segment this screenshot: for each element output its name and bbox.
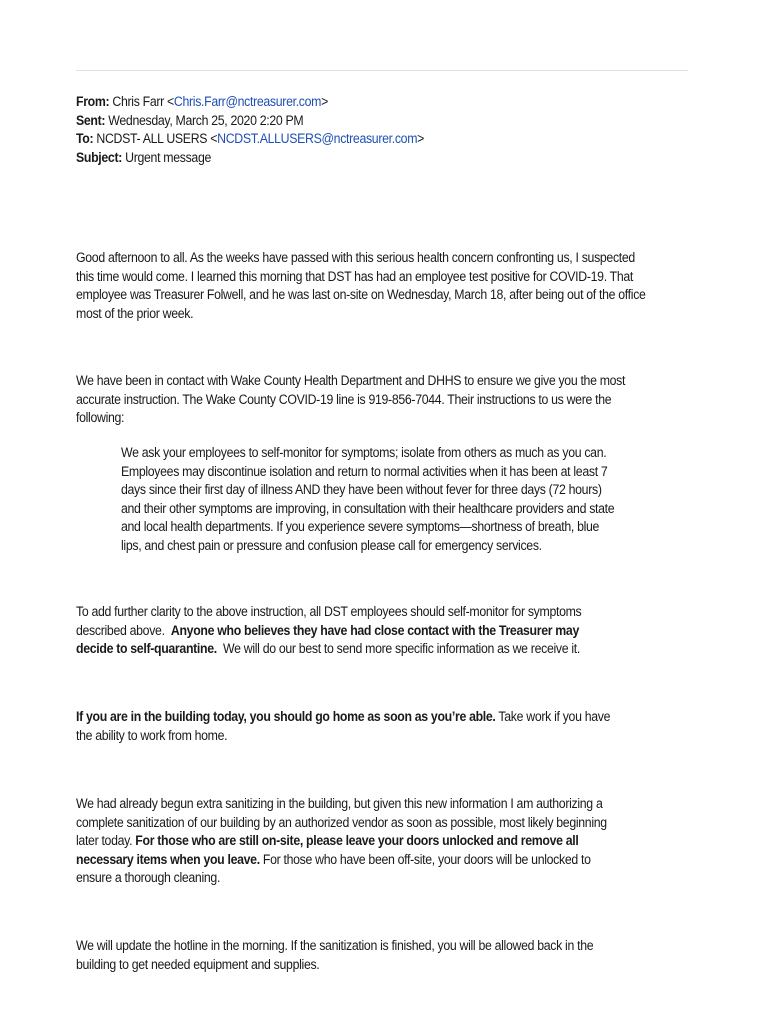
text-run: We will do our best to send more specific information as we receive it. [216,641,580,656]
paragraph-line: employee was Treasurer Folwell, and he was last on-site on Wednesday, March 18, after being out of the office [76,287,646,302]
paragraph-line: this time would come. I learned this morning that DST has had an employee test positive for COVID-19. That [76,268,634,284]
paragraph-greeting [76,249,683,323]
sent-row [76,112,424,131]
from-row [76,93,424,112]
quote-line: and their other symptoms are improving, in consultation with their healthcare providers and state [121,500,615,516]
to-label: To: [76,131,94,146]
subject-row [76,149,424,168]
quote-line: lips, and chest pain or pressure and confusion please call for emergency services. [121,537,542,553]
quote-line: and local health departments. If you experience severe symptoms—shortness of breath, blue [121,519,600,534]
bold-text-run: For those who are still on-site, please leave your doors unlocked and remove all [135,833,579,848]
quote-line: days since their first day of illness AND they have been without fever for three days (72 hours) [121,482,602,497]
sent-value: Wednesday, March 25, 2020 2:20 PM [108,112,304,128]
paragraph-go-home [76,708,683,745]
from-email-link[interactable]: Chris.Farr@nctreasurer.com [173,94,322,109]
to-email-link[interactable]: NCDST.ALLUSERS@nctreasurer.com [217,131,418,146]
paragraph-sanitizing [76,795,683,888]
paragraph-line [76,640,683,659]
paragraph-hotline [76,937,683,974]
paragraph-line: We had already begun extra sanitizing in the building, but given this new information I am authorizing a [76,796,603,811]
paragraph-line: We have been in contact with Wake County Health Department and DHHS to ensure we give you the most [76,373,626,388]
to-close: > [417,131,425,146]
paragraph-line: complete sanitization of our building by an authorized vendor as soon as possible, most likely beginning [76,814,607,830]
text-run: later today. [76,833,136,848]
paragraph-line: most of the prior week. [76,305,194,321]
sent-label: Sent: [76,112,106,128]
from-close: > [321,94,329,109]
from-name: Chris Farr < [112,94,174,109]
paragraph-health-department [76,372,683,428]
to-name: NCDST- ALL USERS < [96,131,218,146]
bold-text-run: If you are in the building today, you should go home as soon as you’re able. [76,709,496,724]
bold-text-run: decide to self-quarantine. [76,641,217,656]
paragraph-line: the ability to work from home. [76,727,228,743]
quote-line: We ask your employees to self-monitor for symptoms; isolate from others as much as you can. [121,445,607,460]
paragraph-line: ensure a thorough cleaning. [76,870,221,885]
paragraph-line [76,851,683,870]
paragraph-clarity [76,603,683,659]
paragraph-line: following: [76,410,125,425]
header-divider [76,70,688,71]
text-run: For those who have been off-site, your doors will be unlocked to [259,851,591,867]
email-header [76,93,424,167]
subject-label: Subject: [76,149,123,165]
to-row [76,130,424,149]
paragraph-line: We will update the hotline in the morning. If the sanitization is finished, you will be allowed back in the [76,938,594,953]
paragraph-line [76,622,683,641]
paragraph-line: building to get needed equipment and supplies. [76,956,320,972]
paragraph-line: accurate instruction. The Wake County COVID-19 line is 919-856-7044. Their instructions to us were the [76,391,612,407]
paragraph-line: To add further clarity to the above instruction, all DST employees should self-monitor for symptoms [76,604,582,619]
subject-value: Urgent message [125,149,212,165]
paragraph-line [76,832,683,851]
paragraph-line [76,708,683,727]
quote-line: Employees may discontinue isolation and return to normal activities when it has been at least 7 [121,463,608,479]
from-label: From: [76,94,110,109]
text-run: Take work if you have [495,709,611,724]
bold-text-run: Anyone who believes they have had close contact with the Treasurer may [170,622,579,638]
text-run: described above. [76,622,171,638]
paragraph-line: Good afternoon to all. As the weeks have passed with this serious health concern confronting us, I suspected [76,250,635,265]
instruction-quote [121,444,673,555]
bold-text-run: necessary items when you leave. [76,851,260,867]
